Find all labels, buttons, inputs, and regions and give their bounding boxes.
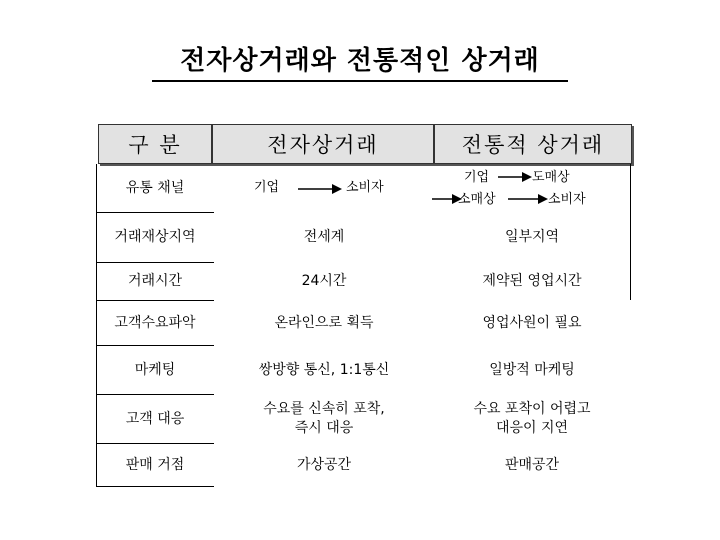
header-category: 구 분	[98, 124, 212, 164]
row-label: 마케팅	[134, 361, 176, 378]
page-title: 전자상거래와 전통적인 상거래	[180, 46, 540, 76]
title-underline	[152, 80, 568, 82]
flow-node-consumer: 소비자	[548, 192, 586, 207]
flow-node-company: 기업	[464, 170, 490, 185]
ecommerce-value	[214, 395, 434, 443]
ecommerce-value: 온라인으로 획득	[274, 314, 374, 331]
arrow-right-icon	[508, 194, 548, 204]
row-label: 판매 거점	[125, 456, 185, 473]
ecommerce-value: 쌍방향 통신, 1:1통신	[258, 361, 390, 378]
row-label: 유통 채널	[125, 179, 185, 196]
traditional-value: 일방적 마케팅	[489, 361, 575, 378]
header-ecommerce: 전자상거래	[212, 124, 434, 164]
ecommerce-channel-flow	[214, 164, 434, 212]
flow-node-consumer: 소비자	[346, 180, 384, 195]
ecommerce-value-line: 수요를 신속히 포착,	[263, 401, 385, 417]
traditional-value	[434, 395, 630, 443]
row-label: 고객 대응	[125, 410, 185, 427]
flow-node-wholesaler: 도매상	[532, 170, 570, 185]
traditional-value: 일부지역	[504, 229, 560, 245]
row-label: 고객수요파악	[114, 314, 196, 331]
traditional-value-line: 수요 포착이 어렵고	[473, 401, 591, 417]
flow-node-retailer: 소매상	[458, 192, 496, 207]
row-label: 거래재상지역	[114, 229, 196, 245]
ecommerce-value: 가상공간	[296, 456, 352, 473]
arrow-right-icon	[298, 184, 342, 194]
table-border-right	[630, 164, 631, 300]
traditional-value-line: 대응이 지연	[495, 420, 569, 436]
ecommerce-value: 24시간	[301, 273, 347, 289]
flow-node-company: 기업	[254, 180, 280, 195]
traditional-channel-flow	[434, 164, 630, 212]
traditional-value: 판매공간	[504, 456, 560, 473]
ecommerce-value-line: 즉시 대응	[294, 420, 354, 436]
arrow-right-icon	[498, 172, 532, 182]
header-traditional: 전통적 상거래	[434, 124, 632, 164]
table-border-bottom	[96, 486, 214, 487]
ecommerce-value: 전세계	[303, 229, 345, 245]
row-label: 거래시간	[127, 273, 183, 289]
traditional-value: 영업사원이 필요	[482, 314, 582, 331]
traditional-value: 제약된 영업시간	[482, 273, 582, 289]
